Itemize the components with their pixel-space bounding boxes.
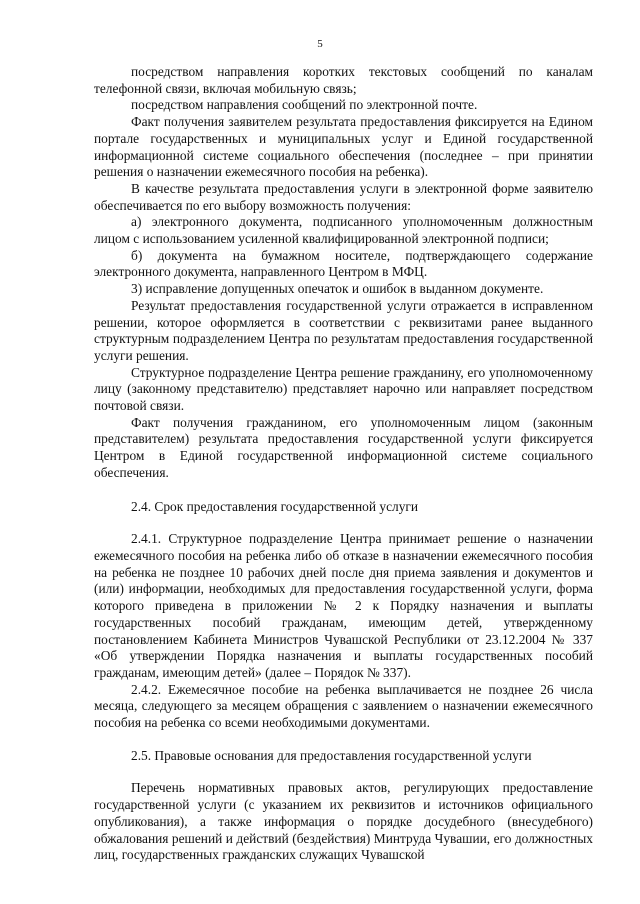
paragraph: а) электронного документа, подписанного уполномоченным должностным лицом с использованием усиленной квалифицированной электронной подписи; — [94, 214, 593, 247]
paragraph: б) документа на бумажном носителе, подтверждающего содержание электронного документа, направленного Центром в МФЦ. — [94, 247, 593, 280]
paragraph: посредством направления коротких текстовых сообщений по каналам телефонной связи, включая мобильную связь; — [94, 64, 593, 96]
paragraph: посредством направления сообщений по электронной почте. — [131, 97, 478, 113]
paragraph: Результат предоставления государственной услуги отражается в исправленном решении, которое оформляется в соответствии с реквизитами ранее выданного структурным подразделением Центра по результатам предоставления государственной услуги решения. — [94, 297, 593, 363]
document-body — [94, 64, 593, 864]
paragraph: 3) исправление допущенных опечаток и ошибок в выданном документе. — [131, 281, 544, 297]
paragraph: Перечень нормативных правовых актов, регулирующих предоставление государственной услуги (с указанием их реквизитов и источников официального опубликования), а также информация о порядке досудебного (внесудебного) обжалования решений и действий (бездействия) Минтруда Чувашии, его должностных лиц, государственных гражданских служащих Чувашской — [94, 780, 593, 863]
paragraph: Факт получения заявителем результата предоставления фиксируется на Едином портале государственных и муниципальных услуг и Единой государственной информационной системе социального обеспечения (последнее – при принятии решения о назначении ежемесячного пособия на ребенка). — [94, 114, 593, 180]
section-heading-2-4: 2.4. Срок предоставления государственной услуги — [131, 498, 419, 514]
paragraph: 2.4.1. Структурное подразделение Центра принимает решение о назначении ежемесячного пособия на ребенка либо об отказе в назначении ежемесячного пособия на ребенка не позднее 10 рабочих дней после дня приема заявления и документов и (или) информации, необходимых для предоставления государственной услуги, форма которого приведена в приложении № 2 к Порядку назначения и выплаты государственных пособий гражданам, имеющим детей, утвержденному постановлением Кабинета Министров Чувашской Республики от 23.12.2004 № 337 «Об утверждении Порядка назначения и выплаты государственных пособий гражданам, имеющим детей» (далее – Порядок № 337). — [94, 531, 593, 680]
paragraph: Структурное подразделение Центра решение гражданину, его уполномоченному лицу (законному представителю) представляет нарочно или направляет посредством почтовой связи. — [94, 364, 593, 414]
paragraph: В качестве результата предоставления услуги в электронной форме заявителю обеспечивается по его выбору возможность получения: — [94, 180, 593, 213]
page-number: 5 — [317, 38, 323, 50]
paragraph: Факт получения гражданином, его уполномоченным лицом (законным представителем) результата предоставления государственной услуги фиксируется Центром в Единой государственной информационной системе социального обеспечения. — [94, 414, 593, 480]
section-heading-2-5: 2.5. Правовые основания для предоставления государственной услуги — [131, 747, 532, 763]
paragraph: 2.4.2. Ежемесячное пособие на ребенка выплачивается не позднее 26 числа месяца, следующего за месяцем обращения с заявлением о назначении ежемесячного пособия на ребенка со всеми необходимыми документами. — [94, 681, 593, 731]
